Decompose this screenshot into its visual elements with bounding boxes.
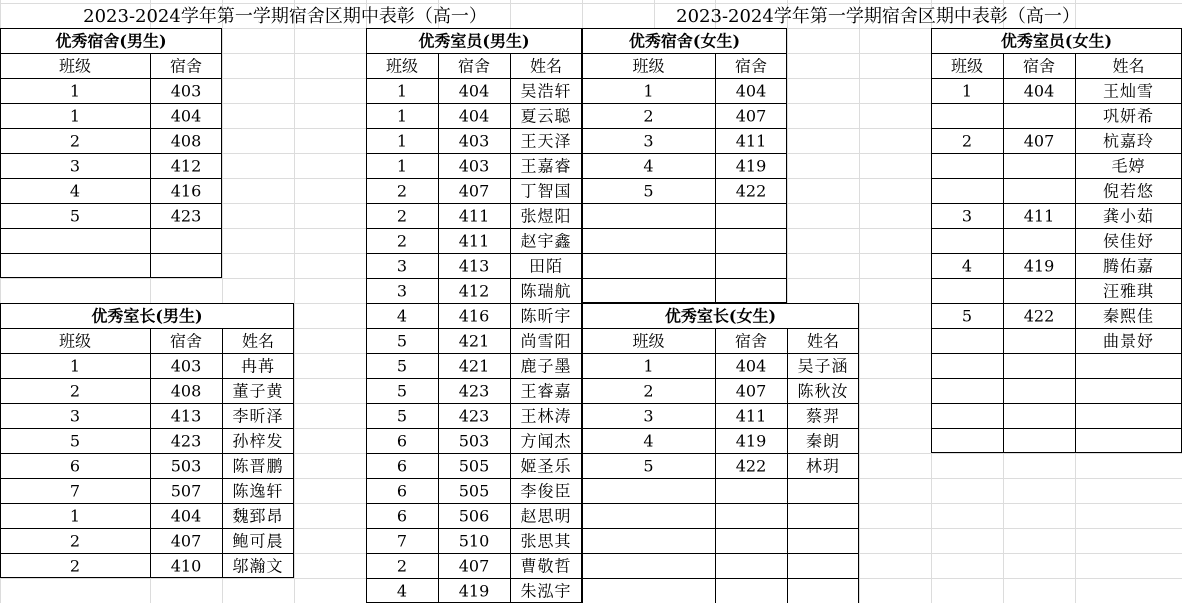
table-boys-members-header: 姓名: [529, 56, 563, 76]
table-boys-leaders-class-cell: 1: [69, 506, 81, 526]
table-boys-members-dorm-cell: 505: [458, 481, 490, 501]
table-boys-leaders: [0, 303, 294, 578]
table-boys-members-dorm-cell: 404: [458, 81, 490, 101]
table-boys-dorm-dorm-cell: 423: [170, 206, 202, 226]
table-girls-members-name-cell: 毛婷: [1111, 156, 1146, 176]
table-girls-leaders-name-cell: 蔡羿: [805, 406, 841, 426]
table-girls-members-name-cell: 倪若悠: [1102, 181, 1155, 201]
table-girls-members-title: 优秀室员(女生): [1000, 31, 1113, 51]
table-boys-leaders-title: 优秀室长(男生): [91, 306, 203, 326]
table-girls-leaders: [582, 303, 859, 603]
table-boys-members-header: 班级: [385, 56, 419, 76]
table-boys-members-class-cell: 2: [396, 231, 408, 251]
table-boys-members-dorm-cell: 423: [458, 406, 490, 426]
table-girls-members-name-cell: 侯佳妤: [1102, 231, 1155, 251]
table-girls-dorm-class-cell: 4: [643, 156, 654, 176]
sheet-title-right: 2023-2024学年第一学期宿舍区期中表彰（高一）: [676, 6, 1080, 27]
table-boys-leaders-name-cell: 李昕泽: [232, 406, 284, 426]
table-boys-members-dorm-cell: 407: [458, 556, 490, 576]
table-boys-members-dorm-cell: 403: [458, 131, 490, 151]
table-girls-members-dorm-cell: 422: [1023, 306, 1055, 326]
table-girls-dorm-class-cell: 3: [643, 131, 654, 151]
table-boys-leaders-header: 宿舍: [169, 331, 203, 351]
table-boys-leaders-class-cell: 2: [69, 381, 81, 401]
table-boys-members-header: 宿舍: [457, 56, 491, 76]
table-boys-members-name-cell: 田陌: [528, 256, 564, 276]
table-boys-members-dorm-cell: 503: [458, 431, 490, 451]
table-girls-members-header: 宿舍: [1022, 56, 1056, 76]
table-boys-leaders-name-cell: 冉苒: [240, 356, 276, 376]
table-boys-members-dorm-cell: 506: [458, 506, 490, 526]
table-boys-dorm-header: 宿舍: [169, 56, 203, 76]
table-boys-members-name-cell: 鹿子墨: [520, 356, 572, 376]
table-boys-members-name-cell: 王林涛: [520, 406, 572, 426]
table-boys-members-name-cell: 夏云聪: [520, 106, 572, 126]
table-girls-members-name-cell: 汪雅琪: [1102, 281, 1155, 301]
table-boys-members-class-cell: 5: [396, 381, 408, 401]
sheet-title-left: 2023-2024学年第一学期宿舍区期中表彰（高一）: [83, 6, 487, 27]
table-boys-members-dorm-cell: 412: [458, 281, 490, 301]
table-boys-leaders-dorm-cell: 410: [170, 556, 202, 576]
table-girls-dorm-class-cell: 2: [643, 106, 654, 126]
table-boys-members-dorm-cell: 419: [458, 581, 490, 601]
table-girls-members-header: 姓名: [1112, 56, 1145, 76]
table-girls-members-class-cell: 3: [961, 206, 973, 226]
table-boys-leaders-class-cell: 1: [69, 356, 81, 376]
table-boys-members-class-cell: 1: [396, 131, 408, 151]
table-boys-members-dorm-cell: 407: [458, 181, 490, 201]
table-girls-leaders-name-cell: 秦朗: [805, 431, 841, 451]
table-boys-leaders-header: 班级: [58, 331, 92, 351]
table-boys-members-name-cell: 王嘉睿: [520, 156, 572, 176]
table-boys-members-class-cell: 6: [396, 431, 408, 451]
table-boys-dorm-class-cell: 3: [69, 156, 81, 176]
table-boys-dorm-class-cell: 5: [69, 206, 81, 226]
table-boys-members-name-cell: 李俊臣: [520, 481, 572, 501]
table-boys-members-name-cell: 丁智国: [520, 181, 572, 201]
table-boys-leaders-dorm-cell: 423: [170, 431, 202, 451]
table-boys-dorm-dorm-cell: 416: [170, 181, 202, 201]
table-girls-dorm-dorm-cell: 404: [735, 81, 767, 101]
table-boys-leaders-name-cell: 鲍可晨: [232, 531, 284, 551]
table-boys-members-class-cell: 6: [396, 456, 408, 476]
table-boys-dorm-class-cell: 1: [69, 106, 81, 126]
table-boys-leaders-name-cell: 陈晋鹏: [232, 456, 284, 476]
table-girls-leaders-name-cell: 陈秋汝: [797, 381, 849, 401]
table-boys-leaders-name-cell: 孙梓发: [232, 431, 284, 451]
table-boys-dorm-title: 优秀宿舍(男生): [55, 31, 167, 51]
table-girls-leaders-dorm-cell: 419: [735, 431, 767, 451]
table-boys-members-name-cell: 赵宇鑫: [520, 231, 572, 251]
table-girls-members: [931, 28, 1182, 453]
table-boys-members-class-cell: 1: [396, 156, 408, 176]
table-girls-leaders-dorm-cell: 411: [735, 406, 767, 426]
table-boys-members-class-cell: 7: [396, 531, 408, 551]
table-boys-members-name-cell: 张思其: [520, 531, 572, 551]
table-girls-leaders-class-cell: 4: [643, 431, 654, 451]
table-boys-members-name-cell: 陈昕宇: [520, 306, 572, 326]
table-boys-leaders-name-cell: 董子黄: [232, 381, 284, 401]
table-boys-leaders-dorm-cell: 404: [170, 506, 202, 526]
table-boys-leaders-class-cell: 5: [69, 431, 81, 451]
table-boys-leaders-header: 姓名: [241, 331, 275, 351]
table-girls-members-dorm-cell: 407: [1023, 131, 1055, 151]
table-girls-members-name-cell: 腾佑嘉: [1102, 256, 1155, 276]
table-boys-members-name-cell: 赵思明: [520, 506, 572, 526]
table-boys-members: [366, 28, 582, 603]
table-boys-members-title: 优秀室员(男生): [418, 31, 530, 51]
table-boys-dorm-header: 班级: [58, 56, 92, 76]
table-boys-members-dorm-cell: 505: [458, 456, 490, 476]
table-girls-leaders-dorm-cell: 422: [735, 456, 767, 476]
table-boys-members-class-cell: 2: [396, 181, 408, 201]
table-girls-members-name-cell: 秦熙佳: [1102, 306, 1155, 326]
table-girls-leaders-name-cell: 吴子涵: [797, 356, 849, 376]
table-girls-dorm-dorm-cell: 407: [735, 106, 767, 126]
table-girls-dorm-dorm-cell: 419: [735, 156, 767, 176]
table-girls-leaders-header: 班级: [632, 331, 665, 351]
table-boys-members-class-cell: 4: [396, 581, 408, 601]
award-tables: [0, 28, 1182, 603]
table-boys-leaders-name-cell: 邬瀚文: [232, 556, 284, 576]
table-girls-dorm-title: 优秀宿舍(女生): [628, 31, 741, 51]
table-boys-dorm-dorm-cell: 404: [170, 106, 202, 126]
table-boys-members-dorm-cell: 421: [458, 331, 490, 351]
table-boys-members-name-cell: 陈瑞航: [520, 281, 572, 301]
table-boys-members-dorm-cell: 413: [458, 256, 490, 276]
table-boys-members-dorm-cell: 416: [458, 306, 490, 326]
table-girls-dorm-header: 宿舍: [734, 56, 768, 76]
table-boys-members-name-cell: 方闻杰: [520, 431, 572, 451]
table-boys-members-class-cell: 2: [396, 206, 408, 226]
table-boys-members-dorm-cell: 411: [458, 231, 490, 251]
table-boys-members-class-cell: 6: [396, 506, 408, 526]
table-boys-members-name-cell: 吴浩轩: [520, 81, 572, 101]
table-girls-members-dorm-cell: 404: [1023, 81, 1055, 101]
table-girls-members-name-cell: 龚小茹: [1102, 206, 1155, 226]
table-boys-members-class-cell: 1: [396, 81, 408, 101]
table-boys-dorm-dorm-cell: 403: [170, 81, 202, 101]
table-boys-leaders-class-cell: 2: [69, 556, 81, 576]
table-boys-dorm-class-cell: 1: [69, 81, 81, 101]
table-boys-members-name-cell: 曹敬哲: [520, 556, 572, 576]
table-boys-members-dorm-cell: 411: [458, 206, 490, 226]
table-girls-dorm: [582, 28, 787, 303]
table-girls-leaders-title: 优秀室长(女生): [664, 306, 777, 326]
table-boys-dorm-dorm-cell: 412: [170, 156, 202, 176]
table-boys-leaders-class-cell: 7: [69, 481, 81, 501]
table-boys-dorm-class-cell: 4: [69, 181, 81, 201]
table-boys-members-dorm-cell: 403: [458, 156, 490, 176]
table-girls-leaders-class-cell: 2: [643, 381, 654, 401]
table-boys-members-class-cell: 3: [396, 256, 408, 276]
table-boys-leaders-dorm-cell: 407: [170, 531, 202, 551]
table-boys-members-dorm-cell: 404: [458, 106, 490, 126]
table-boys-members-class-cell: 5: [396, 356, 408, 376]
table-boys-members-class-cell: 4: [396, 306, 408, 326]
table-girls-leaders-header: 姓名: [806, 331, 840, 351]
sheet-titles: [83, 5, 1080, 27]
table-boys-members-class-cell: 5: [396, 406, 408, 426]
table-boys-leaders-dorm-cell: 403: [170, 356, 202, 376]
table-girls-members-name-cell: 巩妍希: [1102, 106, 1155, 126]
table-boys-members-class-cell: 3: [396, 281, 408, 301]
table-boys-members-class-cell: 6: [396, 481, 408, 501]
table-boys-members-dorm-cell: 421: [458, 356, 490, 376]
table-boys-leaders-dorm-cell: 408: [170, 381, 202, 401]
table-boys-leaders-dorm-cell: 413: [170, 406, 202, 426]
table-boys-leaders-dorm-cell: 507: [170, 481, 202, 501]
table-boys-members-class-cell: 5: [396, 331, 408, 351]
table-girls-leaders-class-cell: 3: [643, 406, 654, 426]
table-boys-members-dorm-cell: 510: [458, 531, 490, 551]
table-girls-leaders-dorm-cell: 407: [735, 381, 767, 401]
table-girls-members-dorm-cell: 411: [1023, 206, 1055, 226]
table-girls-members-class-cell: 2: [961, 131, 973, 151]
table-boys-dorm-class-cell: 2: [69, 131, 81, 151]
table-girls-members-name-cell: 杭嘉玲: [1102, 131, 1155, 151]
table-boys-members-class-cell: 2: [396, 556, 408, 576]
table-boys-members-name-cell: 王睿嘉: [520, 381, 572, 401]
table-girls-leaders-header: 宿舍: [734, 331, 768, 351]
table-boys-members-name-cell: 张煜阳: [520, 206, 572, 226]
table-girls-members-dorm-cell: 419: [1023, 256, 1055, 276]
table-girls-members-class-cell: 5: [961, 306, 973, 326]
table-girls-dorm-class-cell: 5: [643, 181, 654, 201]
table-boys-leaders-dorm-cell: 503: [170, 456, 202, 476]
table-girls-members-name-cell: 曲景妤: [1102, 331, 1155, 351]
table-boys-members-dorm-cell: 423: [458, 381, 490, 401]
table-girls-dorm-dorm-cell: 422: [735, 181, 767, 201]
table-boys-dorm: [0, 28, 222, 278]
table-girls-leaders-class-cell: 1: [643, 356, 654, 376]
table-boys-members-name-cell: 姬圣乐: [520, 456, 572, 476]
table-girls-dorm-dorm-cell: 411: [735, 131, 767, 151]
table-girls-leaders-dorm-cell: 404: [735, 356, 767, 376]
table-girls-dorm-class-cell: 1: [643, 81, 654, 101]
table-boys-leaders-name-cell: 魏郅昂: [232, 506, 284, 526]
table-boys-leaders-class-cell: 6: [69, 456, 81, 476]
table-girls-members-header: 班级: [950, 56, 984, 76]
table-boys-leaders-class-cell: 3: [69, 406, 81, 426]
table-boys-leaders-name-cell: 陈逸轩: [232, 481, 284, 501]
table-boys-dorm-dorm-cell: 408: [170, 131, 202, 151]
table-girls-members-name-cell: 王灿雪: [1102, 81, 1155, 101]
table-boys-members-name-cell: 朱泓宇: [520, 581, 572, 601]
table-boys-members-name-cell: 王天泽: [520, 131, 572, 151]
table-boys-leaders-class-cell: 2: [69, 531, 81, 551]
table-girls-members-class-cell: 4: [961, 256, 973, 276]
table-girls-members-class-cell: 1: [961, 81, 973, 101]
table-boys-members-name-cell: 尚雪阳: [520, 331, 572, 351]
table-girls-leaders-class-cell: 5: [643, 456, 654, 476]
table-girls-dorm-header: 班级: [632, 56, 665, 76]
table-boys-members-class-cell: 1: [396, 106, 408, 126]
table-girls-leaders-name-cell: 林玥: [805, 456, 841, 476]
